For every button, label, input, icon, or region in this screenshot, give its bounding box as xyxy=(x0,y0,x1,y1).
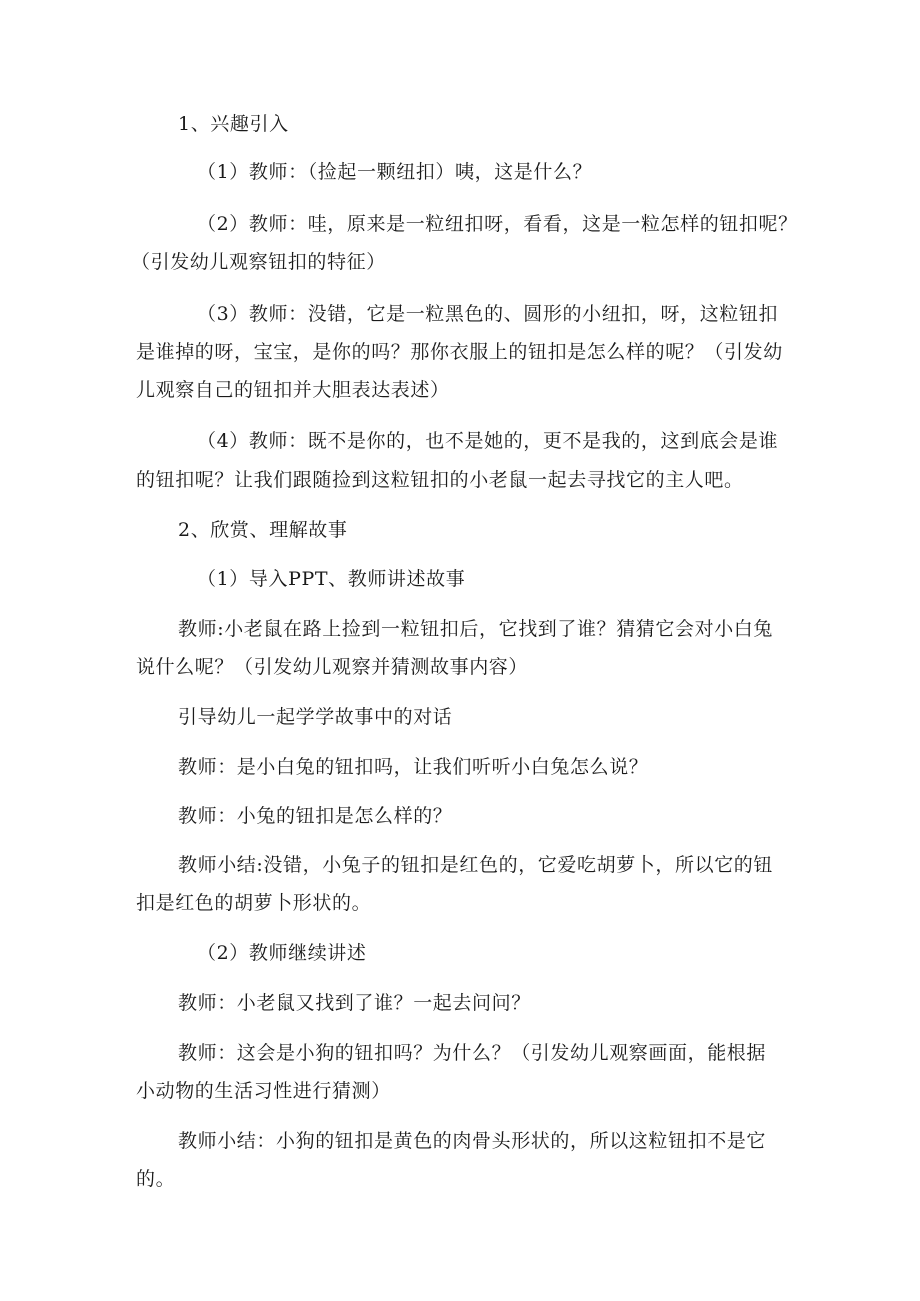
paragraph-line: 教师：是小白兔的钮扣吗，让我们听听小白兔怎么说？ xyxy=(178,756,649,778)
paragraph-line: 儿观察自己的钮扣并大胆表达表述） xyxy=(136,379,450,401)
paragraph-line: （1）教师：（捡起一颗纽扣）咦，这是什么？ xyxy=(197,161,593,183)
paragraph-line: 教师：这会是小狗的钮扣吗？为什么？（引发幼儿观察画面，能根据 xyxy=(178,1042,767,1064)
paragraph-line: （引发幼儿观察钮扣的特征） xyxy=(131,251,386,273)
paragraph-line: 的钮扣呢？让我们跟随捡到这粒钮扣的小老鼠一起去寻找它的主人吧。 xyxy=(136,469,744,491)
paragraph-line: 是谁掉的呀，宝宝，是你的吗？那你衣服上的钮扣是怎么样的呢？（引发幼 xyxy=(136,341,783,363)
paragraph-line: 教师:小老鼠在路上捡到一粒钮扣后，它找到了谁？猜猜它会对小白兔 xyxy=(178,618,774,640)
paragraph-line: （3）教师：没错，它是一粒黑色的、圆形的小纽扣，呀，这粒钮扣 xyxy=(197,303,779,325)
paragraph-line: 教师小结：小狗的钮扣是黄色的肉骨头形状的，所以这粒钮扣不是它 xyxy=(178,1130,767,1152)
paragraph-line: 教师小结:没错，小兔子的钮扣是红色的，它爱吃胡萝卜，所以它的钮 xyxy=(178,854,774,876)
section-heading-story: 2、欣赏、理解故事 xyxy=(178,519,348,541)
paragraph-line: 说什么呢？（引发幼儿观察并猜测故事内容） xyxy=(136,656,529,678)
paragraph-line: 教师：小兔的钮扣是怎么样的？ xyxy=(178,805,453,827)
paragraph-line: 引导幼儿一起学学故事中的对话 xyxy=(178,706,453,728)
section-heading-interest: 1、兴趣引入 xyxy=(178,113,289,135)
paragraph-line: （4）教师：既不是你的，也不是她的，更不是我的，这到底会是谁 xyxy=(197,430,779,452)
paragraph-line: 的。 xyxy=(136,1168,176,1190)
paragraph-line: 小动物的生活习性进行猜测） xyxy=(136,1080,391,1102)
paragraph-line: （1）导入PPT、教师讲述故事 xyxy=(197,568,466,590)
paragraph-line: 教师：小老鼠又找到了谁？一起去问问？ xyxy=(178,992,531,1014)
paragraph-line: （2）教师继续讲述 xyxy=(197,942,367,964)
paragraph-line: （2）教师：哇，原来是一粒纽扣呀，看看，这是一粒怎样的钮扣呢？ xyxy=(197,213,798,235)
paragraph-line: 扣是红色的胡萝卜形状的。 xyxy=(136,892,372,914)
